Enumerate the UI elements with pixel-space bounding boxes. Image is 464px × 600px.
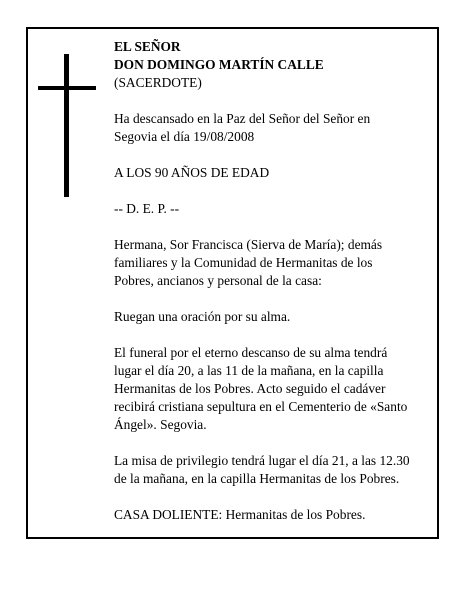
- cross-icon: [38, 54, 96, 197]
- deceased-role: (SACERDOTE): [114, 75, 202, 90]
- funeral-line-1: El funeral por el eterno descanso de su alma tendrá: [114, 345, 388, 360]
- rest-line-1: Ha descansado en la Paz del Señor del Señor en: [114, 111, 371, 126]
- obituary-content: [114, 38, 414, 542]
- funeral-details: [114, 344, 414, 434]
- family-statement: [114, 236, 414, 290]
- title-line: EL SEÑOR: [114, 39, 181, 54]
- funeral-line-2: lugar el día 20, a las 11 de la mañana, en la capilla: [114, 363, 384, 378]
- house-line: CASA DOLIENTE: Hermanitas de los Pobres.: [114, 507, 366, 522]
- cross-horizontal-bar: [38, 86, 96, 90]
- mass-details: [114, 452, 414, 488]
- funeral-line-4: recibirá cristiana sepultura en el Cementerio de «Santo: [114, 399, 408, 414]
- rip-statement: [114, 200, 414, 218]
- deceased-header: [114, 38, 414, 92]
- rest-line-2: Segovia el día 19/08/2008: [114, 129, 255, 144]
- family-line-2: familiares y la Comunidad de Hermanitas de los: [114, 255, 373, 270]
- prayer-request: [114, 308, 414, 326]
- age-line: A LOS 90 AÑOS DE EDAD: [114, 165, 270, 180]
- mass-line-1: La misa de privilegio tendrá lugar el día 21, a las 12.30: [114, 453, 410, 468]
- rest-statement: [114, 110, 414, 146]
- deceased-name: DON DOMINGO MARTÍN CALLE: [114, 57, 324, 72]
- family-line-3: Pobres, ancianos y personal de la casa:: [114, 273, 322, 288]
- age-statement: [114, 164, 414, 182]
- mourning-house: [114, 506, 414, 524]
- rip-line: -- D. E. P. --: [114, 201, 180, 216]
- prayer-line: Ruegan una oración por su alma.: [114, 309, 291, 324]
- funeral-line-3: Hermanitas de los Pobres. Acto seguido el cadáver: [114, 381, 386, 396]
- mass-line-2: de la mañana, en la capilla Hermanitas de los Pobres.: [114, 471, 400, 486]
- family-line-1: Hermana, Sor Francisca (Sierva de María); demás: [114, 237, 383, 252]
- funeral-line-5: Ángel». Segovia.: [114, 417, 207, 432]
- cross-vertical-bar: [64, 54, 69, 197]
